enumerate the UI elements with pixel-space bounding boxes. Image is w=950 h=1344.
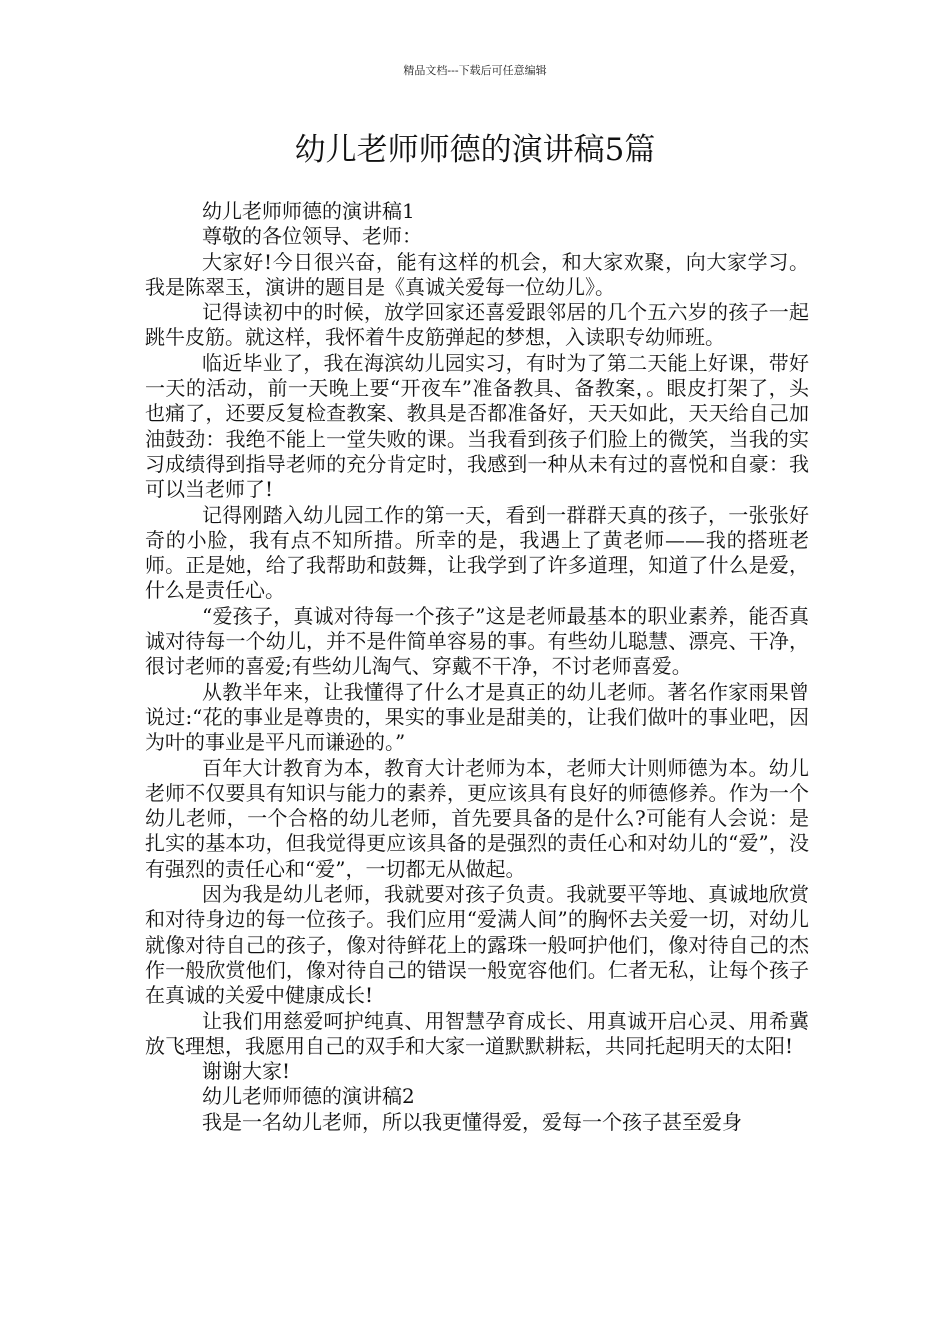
- body-paragraph: 百年大计教育为本，教育大计老师为本，老师大计则师德为本。幼儿老师不仅要具有知识与能力的素养，更应该具有良好的师德修养。作为一个幼儿老师，一个合格的幼儿老师，首先要具备的是什么?可能有人会说：是扎实的基本功，但我觉得更应该具备的是强烈的责任心和对幼儿的“爱”，没有强烈的责任心和“爱”，一切都无从做起。: [145, 755, 809, 881]
- page-header: 精品文档---下载后可任意编辑: [403, 64, 547, 77]
- body-paragraph: 临近毕业了，我在海滨幼儿园实习，有时为了第二天能上好课，带好一天的活动，前一天晚上要“开夜车”准备教具、备教案，。眼皮打架了，头也痛了，还要反复检查教案、教具是否都准备好，天天如此，天天给自己加油鼓劲：我绝不能上一堂失败的课。当我看到孩子们脸上的微笑，当我的实习成绩得到指导老师的充分肯定时，我感到一种从未有过的喜悦和自豪：我可以当老师了!: [145, 350, 809, 502]
- body-paragraph: 从教半年来，让我懂得了什么才是真正的幼儿老师。著名作家雨果曾说过:“花的事业是尊贵的，果实的事业是甜美的，让我们做叶的事业吧，因为叶的事业是平凡而谦逊的。”: [145, 679, 809, 755]
- section-heading: 幼儿老师师德的演讲稿1: [202, 199, 415, 223]
- body-paragraph: “爱孩子，真诚对待每一个孩子”这是老师最基本的职业素养，能否真诚对待每一个幼儿，并不是件简单容易的事。有些幼儿聪慧、漂亮、干净，很讨老师的喜爱;有些幼儿淘气、穿戴不干净，不讨老师喜爱。: [145, 603, 809, 679]
- closing-line: 谢谢大家!: [202, 1059, 291, 1084]
- document-title: 幼儿老师师德的演讲稿5篇: [294, 132, 656, 168]
- document-body: [145, 199, 809, 1135]
- body-paragraph: 记得刚踏入幼儿园工作的第一天，看到一群群天真的孩子，一张张好奇的小脸，我有点不知所措。所幸的是，我遇上了黄老师——我的搭班老师。正是她，给了我帮助和鼓舞，让我学到了许多道理，知道了什么是爱，什么是责任心。: [145, 502, 809, 603]
- body-paragraph: 大家好!今日很兴奋，能有这样的机会，和大家欢聚，向大家学习。我是陈翠玉，演讲的题目是《真诚关爱每一位幼儿》。: [145, 249, 809, 299]
- body-paragraph: 让我们用慈爱呵护纯真、用智慧孕育成长、用真诚开启心灵、用希冀放飞理想，我愿用自己的双手和大家一道默默耕耘，共同托起明天的太阳!: [145, 1008, 809, 1058]
- salutation: 尊敬的各位领导、老师：: [202, 224, 422, 249]
- body-paragraph: 我是一名幼儿老师，所以我更懂得爱，爱每一个孩子甚至爱身: [202, 1109, 742, 1134]
- section-heading: 幼儿老师师德的演讲稿2: [202, 1084, 415, 1109]
- body-paragraph: 因为我是幼儿老师，我就要对孩子负责。我就要平等地、真诚地欣赏和对待身边的每一位孩子。我们应用“爱满人间”的胸怀去关爱一切，对幼儿就像对待自己的孩子，像对待鲜花上的露珠一般呵护他们，像对待自己的杰作一般欣赏他们，像对待自己的错误一般宽容他们。仁者无私，让每个孩子在真诚的关爱中健康成长!: [145, 882, 809, 1008]
- body-paragraph: 记得读初中的时候，放学回家还喜爱跟邻居的几个五六岁的孩子一起跳牛皮筋。就这样，我怀着牛皮筋弹起的梦想，入读职专幼师班。: [145, 300, 809, 350]
